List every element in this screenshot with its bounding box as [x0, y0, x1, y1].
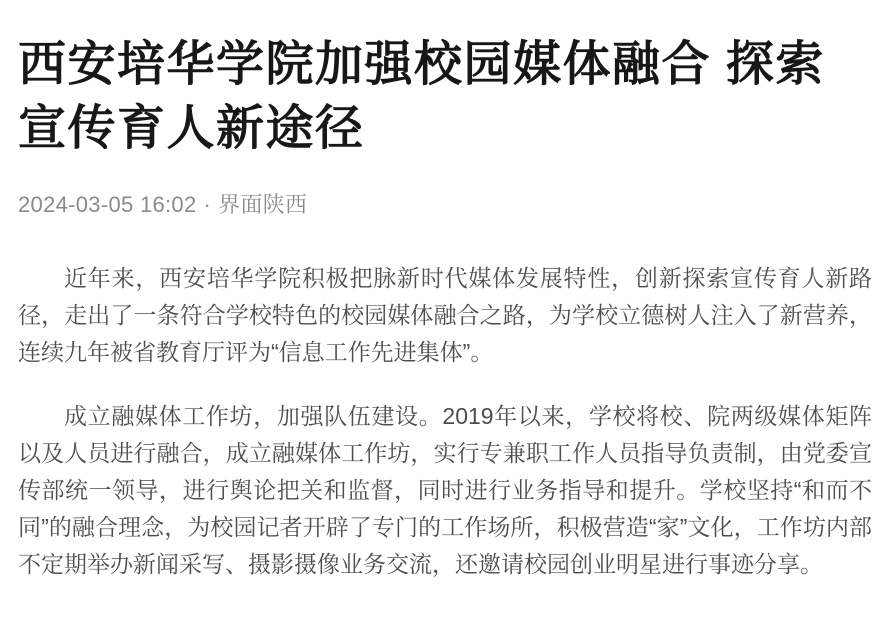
article — [0, 33, 896, 583]
article-paragraph: 成立融媒体工作坊，加强队伍建设。2019年以来，学校将校、院两级媒体矩阵以及人员进行融合，成立融媒体工作坊，实行专兼职工作人员指导负责制，由党委宣传部统一领导，进行舆论把关和监督，同时进行业务指导和提升。学校坚持“和而不同”的融合理念，为校园记者开辟了专门的工作场所，积极营造“家”文化，工作坊内部不定期举办新闻采写、摄影摄像业务交流，还邀请校园创业明星进行事迹分享。 — [18, 403, 872, 577]
article-meta — [18, 190, 872, 220]
article-source: 界面陕西 — [218, 192, 308, 217]
meta-separator-dot: · — [203, 192, 212, 217]
publish-datetime: 2024-03-05 16:02 — [18, 192, 197, 217]
article-title: 西安培华学院加强校园媒体融合 探索宣传育人新途径 — [18, 38, 825, 155]
article-body — [18, 260, 872, 583]
article-paragraph: 近年来，西安培华学院积极把脉新时代媒体发展特性，创新探索宣传育人新路径，走出了一条符合学校特色的校园媒体融合之路，为学校立德树人注入了新营养，连续九年被省教育厅评为“信息工作先进集体”。 — [18, 265, 872, 365]
